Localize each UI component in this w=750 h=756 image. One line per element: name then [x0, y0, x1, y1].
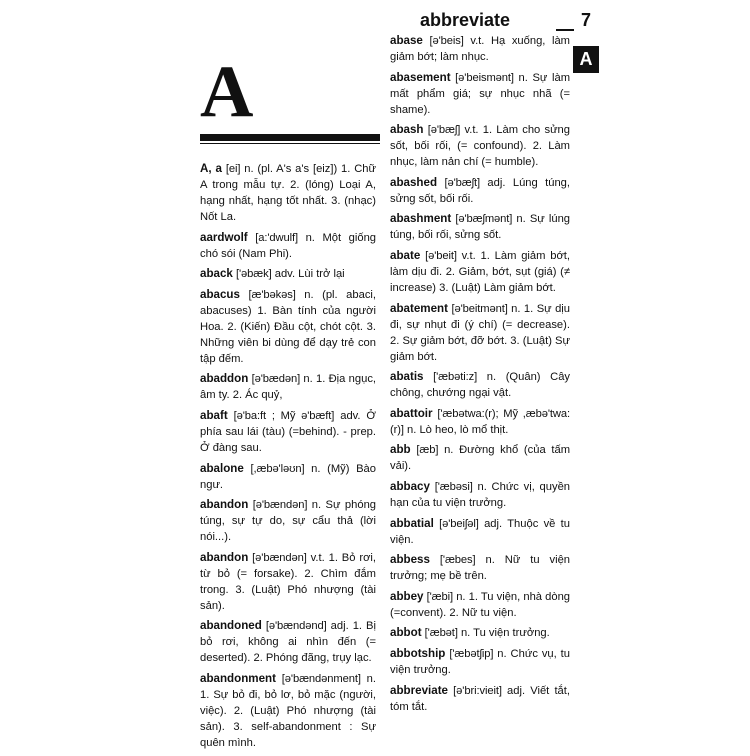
entry-pronunciation: ['æbətwa:(r); Mỹ ,æbə'twa:(r)] [390, 407, 570, 436]
entry-definition: n. Tu viện trưởng. [460, 627, 550, 640]
entry-headword: abandonment [200, 671, 277, 685]
dictionary-entry [200, 497, 376, 545]
dictionary-entry [390, 248, 570, 296]
entry-definition: n. (Quân) Cây chông, chướng ngại vật. [390, 371, 571, 400]
entry-headword: abbatial [390, 516, 434, 530]
entry-definition: n. Sự làm mất phẩm giá; sự nhục nhã (= shame). [390, 71, 571, 116]
entry-pronunciation: [ə'bri:vieit] [453, 684, 502, 697]
entry-pronunciation: [æb] [416, 444, 439, 457]
dictionary-entry [200, 671, 376, 751]
entry-headword: abasement [390, 70, 451, 84]
entry-definition: n. 1. Địa ngục, âm ty. 2. Ác quỷ, [200, 373, 377, 402]
dictionary-entry [390, 646, 570, 678]
dictionary-entry [390, 369, 570, 401]
header-rule [556, 29, 574, 31]
entry-pronunciation: ['æbət] [424, 627, 458, 640]
entry-pronunciation: [ə'ba:ft ; Mỹ ə'bæft] [233, 409, 335, 422]
dictionary-entry [200, 266, 376, 282]
entry-definition: n. (Mỹ) Bào ngư. [200, 462, 377, 491]
entry-definition: n. (pl. A's a's [eiz]) 1. Chữ A trong mẫu tự. 2. (lóng) Loại A, hạng nhất, hạng tốt nhất. 3. (nhạc) Nốt La. [200, 163, 377, 223]
entry-definition: n. Sự phóng túng, sự tự do, sự cẩu thả (lời nói...). [200, 499, 377, 544]
entry-headword: abacus [200, 287, 240, 301]
dictionary-entry [390, 589, 570, 621]
entry-pronunciation: [ei] [225, 163, 241, 175]
entry-definition: n. Một giống chó sói (Nam Phi). [200, 231, 377, 260]
dictionary-entry [390, 406, 570, 438]
entry-definition: n. 1. Sự dịu đi, sự nhụt đi (ý chí) (= decrease). 2. Sự giảm bớt, đỡ bớt. 3. (Luật) Sự giảm bớt. [390, 302, 571, 363]
entry-pronunciation: [ə'beis] [429, 35, 464, 47]
entry-definition: v.t. 1. Làm giảm bớt, làm dịu đi. 2. Giảm, bớt, sụt (giá) (≠ increase) 3. (Luật) Làm giảm bớt. [390, 249, 570, 294]
dictionary-entry [390, 33, 570, 65]
entry-headword: abbacy [390, 479, 430, 493]
dictionary-entry [390, 479, 570, 511]
section-divider-thick [200, 134, 380, 141]
running-header [420, 6, 740, 36]
entry-pronunciation: [ə'bændənment] [281, 672, 361, 685]
entry-headword: abate [390, 248, 421, 262]
entry-pronunciation: [ə'bædən] [251, 373, 301, 386]
entry-headword: A, a [200, 162, 222, 175]
dictionary-entry [390, 516, 570, 548]
entry-headword: abase [390, 34, 423, 47]
entry-headword: abbess [390, 553, 430, 567]
entry-headword: aback [200, 267, 233, 281]
entry-headword: abbotship [390, 646, 446, 660]
dictionary-entry [390, 552, 570, 584]
entry-definition: v.t. 1. Bỏ rơi, từ bỏ (= forsake). 2. Chìm đắm trong. 3. (Luật) Phó nhượng (tài sản). [200, 551, 376, 612]
entry-headword: abandon [200, 550, 249, 564]
entry-definition: n. 1. Tu viện, nhà dòng (=convent). 2. Nữ tu viện. [390, 590, 571, 619]
dictionary-entry [390, 442, 570, 474]
entry-definition: adj. Thuộc về tu viện. [390, 517, 570, 546]
entry-headword: abatis [390, 370, 424, 384]
entry-headword: abattoir [390, 406, 433, 420]
entry-headword: abbey [390, 589, 424, 603]
entry-pronunciation: ['æbi] [426, 590, 454, 603]
entry-headword: abaddon [200, 372, 249, 386]
dictionary-entry [390, 301, 570, 365]
entry-pronunciation: [ə'bændən] [252, 499, 308, 512]
entry-pronunciation: [ə'bæʃ] [427, 124, 461, 137]
entry-headword: abbot [390, 626, 422, 640]
entry-headword: aardwolf [200, 230, 248, 244]
entry-pronunciation: [ə'bændənd] [265, 620, 327, 633]
entry-definition: v.t. Hạ xuống, làm giảm bớt; làm nhục. [390, 35, 570, 63]
entry-pronunciation: [a:'dwulf] [255, 231, 299, 244]
entry-definition: n. (pl. abaci, abacuses) 1. Bàn tính của người Hoa. 2. (Kiến) Đầu cột, chót cột. 3. Những viên bi dùng để dạy trẻ con tập đếm. [200, 288, 377, 365]
entry-headword: abash [390, 123, 424, 137]
section-divider-thin [200, 143, 380, 144]
entry-headword: abandon [200, 498, 249, 512]
entry-pronunciation: [ə'bæʃmənt] [455, 213, 513, 226]
entry-headword: abatement [390, 301, 448, 315]
entry-definition: adj. Viết tắt, tóm tắt. [390, 684, 570, 713]
dictionary-entry [200, 371, 376, 403]
dictionary-entry [200, 230, 376, 262]
dictionary-entry [200, 461, 376, 493]
entry-pronunciation: [æ'bəkəs] [248, 288, 296, 301]
dictionary-entry [390, 211, 570, 243]
dictionary-entry [390, 625, 570, 641]
dictionary-entry [390, 122, 570, 170]
entry-definition: adv. Ở phía sau lái (tàu) (=behind). - prep. Ở đàng sau. [200, 409, 377, 454]
entry-definition: n. Lò heo, lò mổ thịt. [407, 423, 509, 436]
entry-pronunciation: ['æbəsi] [434, 480, 473, 493]
entry-definition: adj. Lúng túng, sửng sốt, bối rối. [390, 176, 571, 205]
left-column [200, 161, 376, 756]
entry-definition: adj. 1. Bị bỏ rơi, không ai nhìn đến (= deserted). 2. Phóng đãng, trụy lạc. [200, 620, 376, 665]
right-column [390, 33, 570, 719]
dictionary-entry [200, 408, 376, 456]
dictionary-entry [390, 70, 570, 118]
entry-pronunciation: ['æbes] [439, 554, 476, 567]
entry-definition: n. Chức vụ, tu viện trưởng. [390, 647, 571, 676]
guide-word: abbreviate [420, 10, 511, 30]
entry-definition: n. Sự lúng túng, bối rối, sửng sốt. [390, 213, 571, 242]
dictionary-entry [200, 550, 376, 614]
entry-headword: abashment [390, 212, 452, 226]
entry-pronunciation: [ə'bændən] [252, 551, 307, 564]
entry-pronunciation: ['æbəti:z] [433, 371, 478, 384]
entry-headword: abalone [200, 461, 244, 475]
entry-pronunciation: [ə'beismənt] [455, 71, 514, 84]
dictionary-entry [390, 683, 570, 715]
entry-pronunciation: [ə'beitmənt] [451, 302, 508, 315]
entry-definition: v.t. 1. Làm cho sửng sốt, bối rối, (= confound). 2. Làm nhục, làm nản chí (= humble). [390, 124, 570, 169]
dictionary-entry [200, 287, 376, 367]
entry-pronunciation: [,æbə'ləʊn] [250, 462, 305, 475]
entry-definition: n. Nữ tu viện trưởng; mẹ bề trên. [390, 554, 571, 583]
dictionary-entry [200, 618, 376, 666]
entry-pronunciation: ['əbæk] [235, 268, 272, 281]
entry-pronunciation: ['æbətʃip] [449, 647, 494, 660]
entry-headword: abb [390, 443, 411, 457]
entry-pronunciation: [ə'beiʃəl] [439, 517, 479, 530]
entry-headword: abbreviate [390, 683, 448, 697]
entry-definition: n. Đường khổ (của tấm vải). [390, 444, 571, 473]
entry-pronunciation: [ə'bæʃt] [444, 176, 480, 189]
thumb-index-tab: A [573, 46, 599, 73]
entry-headword: abandoned [200, 619, 262, 633]
entry-pronunciation: [ə'beit] [425, 249, 457, 262]
section-letter: A [200, 51, 254, 133]
entry-headword: abaft [200, 408, 228, 422]
page-number: 7 [581, 10, 592, 30]
entry-definition: n. 1. Sự bỏ đi, bỏ lơ, bỏ mặc (người, việc). 2. (Luật) Phó nhượng (tài sản). 3. self-abandonment : Sự quên mình. [200, 672, 376, 749]
dictionary-entry [390, 175, 570, 207]
entry-definition: adv. Lùi trở lại [274, 268, 345, 281]
dictionary-entry [200, 161, 376, 225]
entry-headword: abashed [390, 175, 438, 189]
entry-definition: n. Chức vị, quyền hạn của tu viện trưởng. [390, 480, 571, 509]
